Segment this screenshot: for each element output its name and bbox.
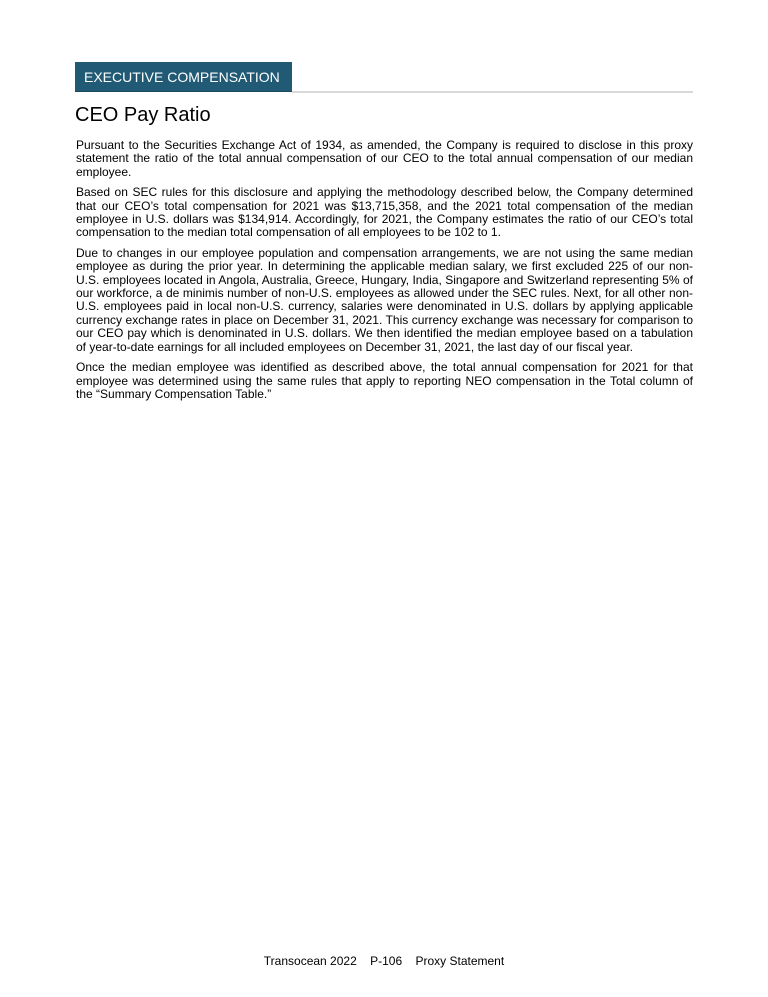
paragraph: Pursuant to the Securities Exchange Act of 1934, as amended, the Company is required to disclose in this proxy statement the ratio of the total annual compensation of our CEO to the total annual compensation of our median employee. [76,138,693,179]
section-header: EXECUTIVE COMPENSATION [75,62,292,92]
page-footer [0,954,768,968]
footer-page-number: P-106 [370,954,403,968]
paragraph: Based on SEC rules for this disclosure and applying the methodology described below, the Company determined that our CEO’s total compensation for 2021 was $13,715,358, and the 2021 total compensation of the median employee in U.S. dollars was $134,914. Accordingly, for 2021, the Company estimates the ratio of our CEO’s total compensation to the median total compensation of all employees to be 102 to 1. [76,185,693,240]
footer-document: Proxy Statement [415,954,505,968]
page-title: CEO Pay Ratio [75,104,211,126]
paragraph: Due to changes in our employee population and compensation arrangements, we are not using the same median employee as during the prior year. In determining the applicable median salary, we first excluded 225 of our non-U.S. employees located in Angola, Australia, Greece, Hungary, India, Singapore and Switzerland representing 5% of our workforce, a de minimis number of non-U.S. employees as allowed under the SEC rules. Next, for all other non-U.S. employees paid in local non-U.S. currency, salaries were denominated in U.S. dollars by applying applicable currency exchange rates in place on December 31, 2021. This currency exchange was necessary for comparison to our CEO pay which is denominated in U.S. dollars. We then identified the median employee based on a tabulation of year-to-date earnings for all included employees on December 31, 2021, the last day of our fiscal year. [76,245,693,354]
footer-company: Transocean 2022 [263,954,357,968]
header-divider [292,91,693,93]
body-text [76,139,693,408]
paragraph: Once the median employee was identified as described above, the total annual compensation for 2021 for that employee was determined using the same rules that apply to reporting NEO compensation in the Total column of the “Summary Compensation Table.” [76,360,693,401]
